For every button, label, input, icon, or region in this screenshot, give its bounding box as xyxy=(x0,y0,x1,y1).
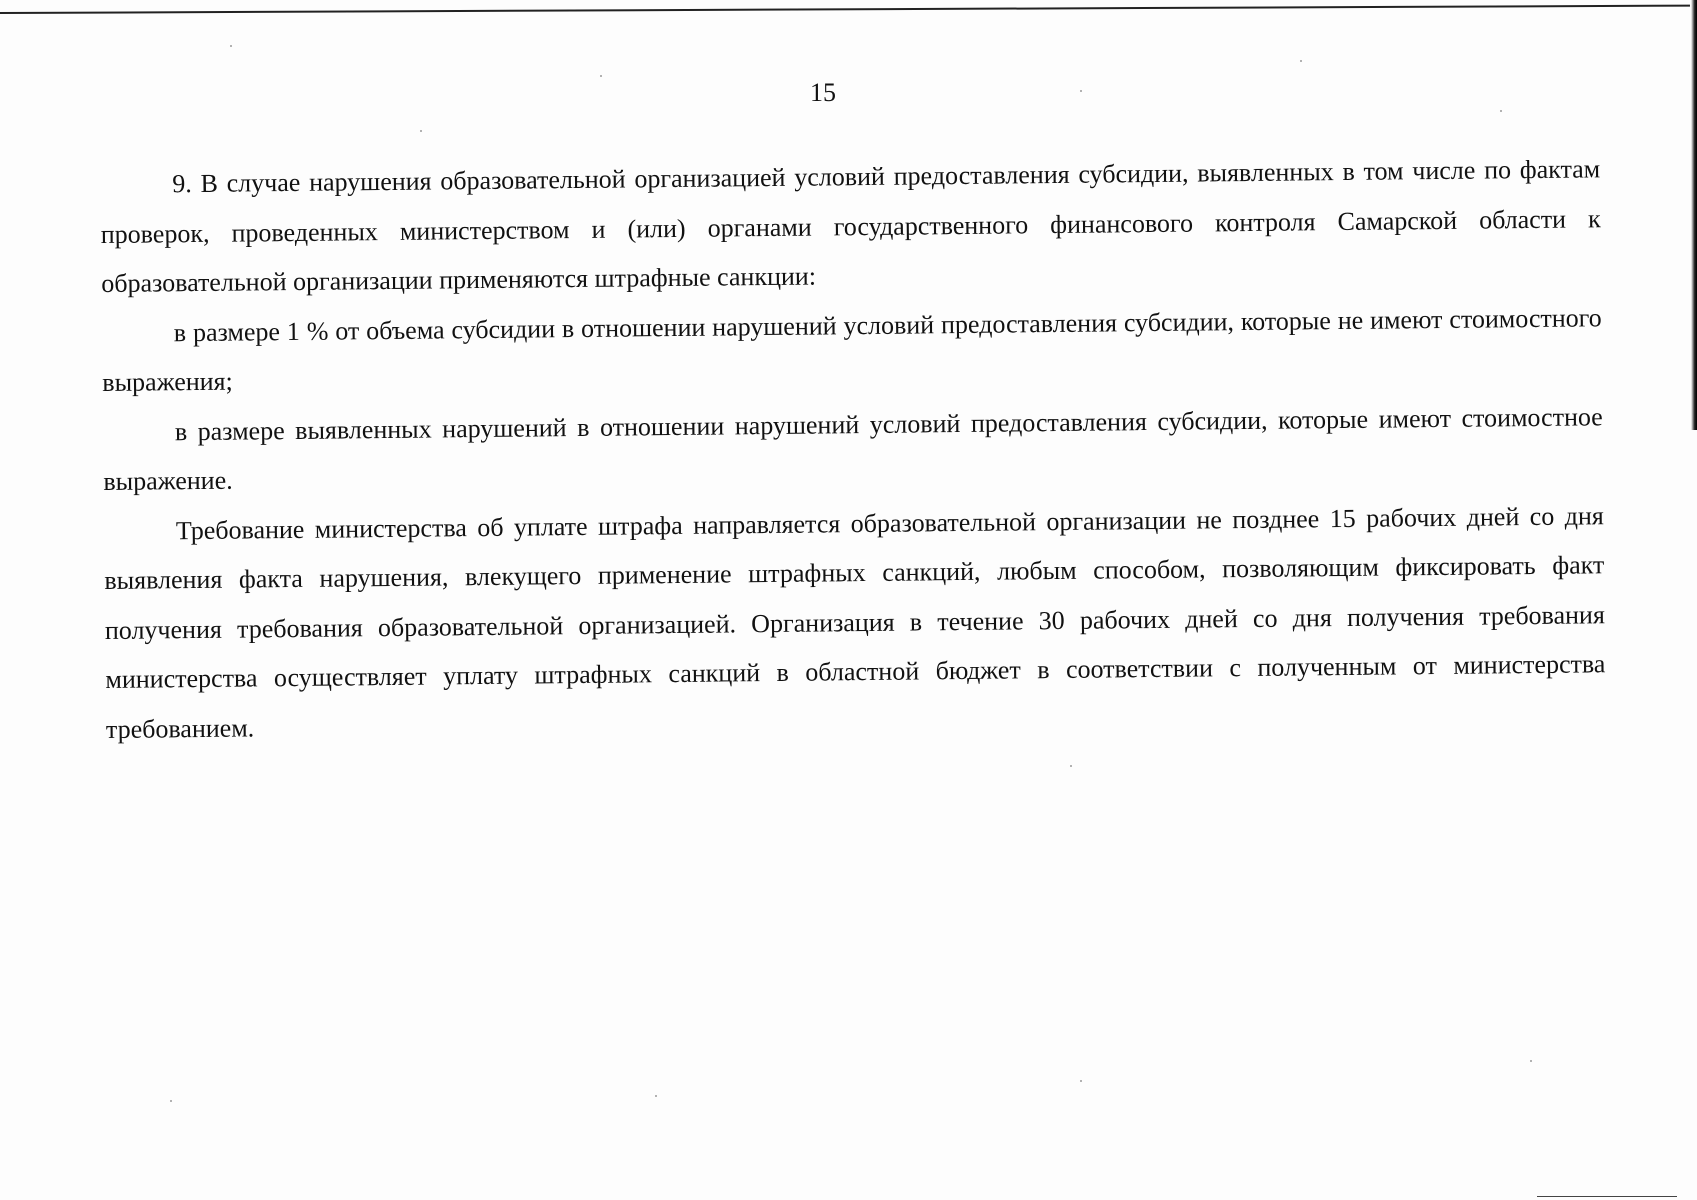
paragraph-penalty-one-percent: в размере 1 % от объема субсидии в отношении нарушений условий предоставления субсидии, которые не имеют стоимостного выражения; xyxy=(102,302,1602,397)
scan-speck xyxy=(170,1100,172,1102)
scan-speck xyxy=(1300,60,1302,62)
document-body xyxy=(100,144,1606,754)
scan-speck xyxy=(1530,1060,1532,1062)
paragraph-penalties-intro: 9. В случае нарушения образовательной организацией условий предоставления субсидии, выявленных в том числе по фактам проверок, проведенных министерством и (или) органами государственного финансового контроля Самарской области к образовательной организации применяются штрафные санкции: xyxy=(100,154,1601,298)
scan-speck xyxy=(655,1095,657,1097)
scan-speck xyxy=(1500,110,1502,112)
scan-speck xyxy=(1080,90,1082,92)
top-scan-border xyxy=(0,5,1690,14)
scan-speck xyxy=(230,45,232,47)
paragraph-penalty-detected-amount: в размере выявленных нарушений в отношении нарушений условий предоставления субсидии, которые имеют стоимостное выражение. xyxy=(103,401,1603,496)
scan-speck xyxy=(1080,1080,1082,1082)
paragraph-fine-requirement: Требование министерства об уплате штрафа направляется образовательной организации не позднее 15 рабочих дней со дня выявления факта нарушения, влекущего применение штрафных санкций, любым способом, позволяющим фиксировать факт получения требования образовательной организацией. Организация в течение 30 рабочих дней со дня получения требования министерства осуществляет уплату штрафных санкций в областной бюджет в соответствии с полученным от министерства требованием. xyxy=(104,500,1606,744)
bottom-scan-border xyxy=(1537,1196,1677,1197)
scan-speck xyxy=(1070,765,1072,767)
page-number: 15 xyxy=(810,78,836,107)
right-edge-scan-shadow xyxy=(1691,0,1697,430)
scan-speck xyxy=(420,130,422,132)
scan-speck xyxy=(600,75,602,77)
